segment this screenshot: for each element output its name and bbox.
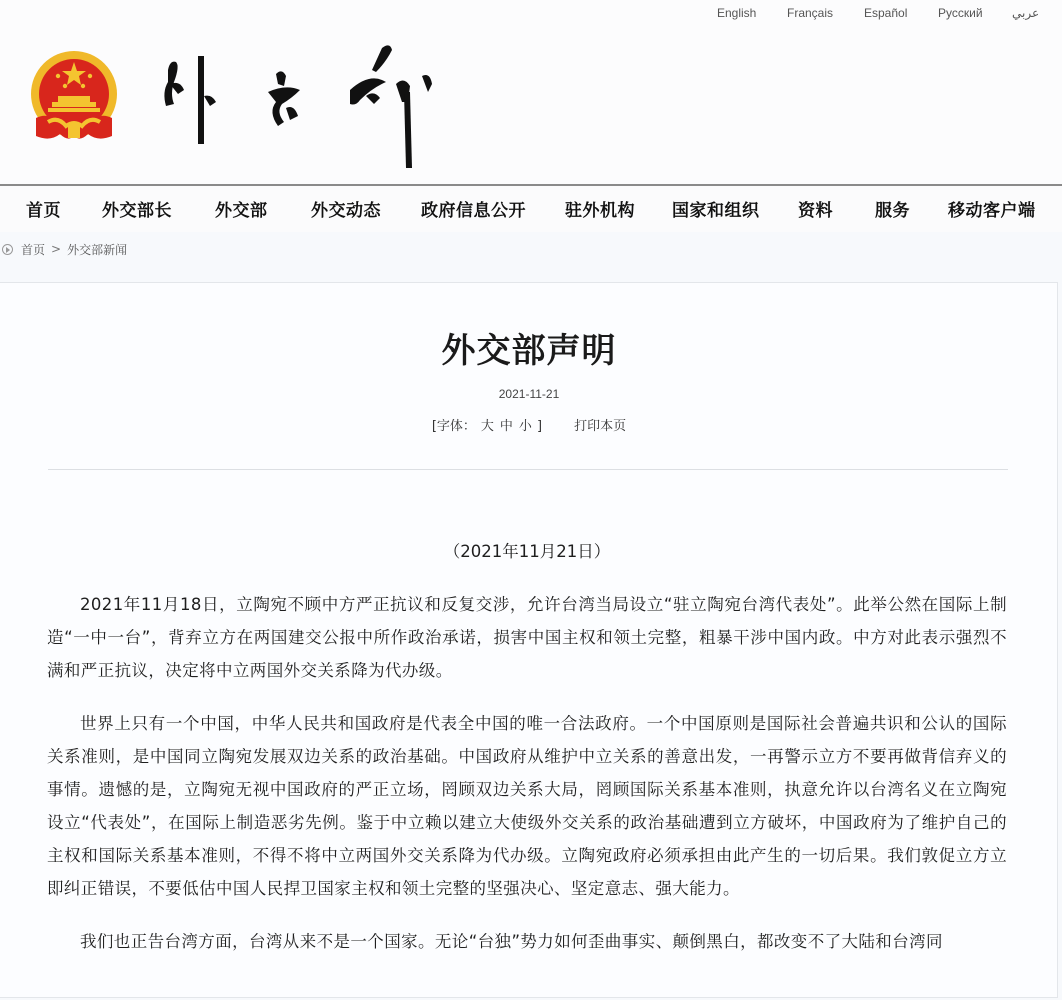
ministry-logo[interactable]: [160, 32, 450, 172]
nav-item-minister[interactable]: 外交部长: [102, 201, 172, 221]
print-page-button[interactable]: 打印本页: [574, 419, 627, 434]
circle-arrow-icon: [2, 244, 13, 255]
breadcrumb-separator: >: [51, 242, 62, 256]
font-size-label: [字体：: [431, 419, 476, 434]
nav-item-gov-info[interactable]: 政府信息公开: [421, 201, 526, 221]
site-header: [0, 0, 1062, 184]
font-size-small-button[interactable]: 小: [518, 419, 532, 434]
nav-item-missions[interactable]: 驻外机构: [565, 201, 635, 221]
lang-russian-link[interactable]: Русский: [938, 6, 983, 20]
article-card: [0, 282, 1058, 998]
article-title: 外交部声明: [441, 331, 617, 371]
lang-arabic-link[interactable]: عربي: [1012, 6, 1040, 20]
nav-item-services[interactable]: 服务: [875, 201, 910, 221]
article-dateline: （2021年11月21日）: [443, 542, 611, 561]
font-size-medium-button[interactable]: 中: [499, 419, 513, 434]
article-tools: [0, 415, 1058, 434]
article-paragraph: 我们也正告台湾方面，台湾从来不是一个国家。无论“台独”势力如何歪曲事实、颠倒黑白，都改变不了大陆和台湾同: [80, 932, 943, 951]
spacer: [0, 258, 1062, 280]
main-nav: [0, 186, 1062, 232]
article-body: [47, 535, 1007, 978]
breadcrumb-news-link[interactable]: 外交部新闻: [67, 242, 128, 257]
article-paragraph: 世界上只有一个中国，中华人民共和国政府是代表全中国的唯一合法政府。一个中国原则是国际社会普遍共识和公认的国际关系准则，是中国同立陶宛发展双边关系的政治基础。中国政府从维护中立关系的善意出发，一再警示立方不要再做背信弃义的事情。遗憾的是，立陶宛无视中国政府的严正立场，罔顾双边关系大局，罔顾国际关系基本准则，执意允许以台湾名义在立陶宛设立“代表处”，在国际上制造恶劣先例。鉴于中立赖以建立大使级外交关系的政治基础遭到立方破坏，中国政府为了维护自己的主权和国际关系基本准则，不得不将中立两国外交关系降为代办级。立陶宛政府必须承担由此产生的一切后果。我们敦促立方立即纠正错误，不要低估中国人民捍卫国家主权和领土完整的坚强决心、坚定意志、强大能力。: [47, 714, 1007, 898]
font-size-close: ]: [536, 419, 543, 434]
nav-item-home[interactable]: 首页: [26, 201, 61, 221]
lang-spanish-link[interactable]: Español: [864, 6, 908, 20]
font-size-large-button[interactable]: 大: [480, 419, 494, 434]
nav-item-countries[interactable]: 国家和组织: [672, 201, 760, 221]
lang-french-link[interactable]: Français: [787, 6, 834, 20]
national-emblem-icon[interactable]: [28, 50, 120, 148]
title-divider: [48, 469, 1008, 470]
breadcrumb-home-link[interactable]: 首页: [21, 242, 46, 257]
breadcrumb: [0, 240, 127, 258]
article-paragraph: 2021年11月18日，立陶宛不顾中方严正抗议和反复交涉，允许台湾当局设立“驻立陶宛台湾代表处”。此举公然在国际上制造“一中一台”，背弃立方在两国建交公报中所作政治承诺，损害中国主权和领土完整，粗暴干涉中国内政。中方对此表示强烈不满和严正抗议，决定将中立两国外交关系降为代办级。: [47, 595, 1007, 680]
nav-item-news[interactable]: 外交动态: [311, 201, 381, 221]
article-date: 2021-11-21: [498, 387, 560, 401]
nav-item-resources[interactable]: 资料: [798, 201, 833, 221]
nav-item-mobile[interactable]: 移动客户端: [948, 201, 1036, 221]
nav-item-ministry[interactable]: 外交部: [215, 201, 268, 221]
lang-english-link[interactable]: English: [717, 6, 757, 20]
